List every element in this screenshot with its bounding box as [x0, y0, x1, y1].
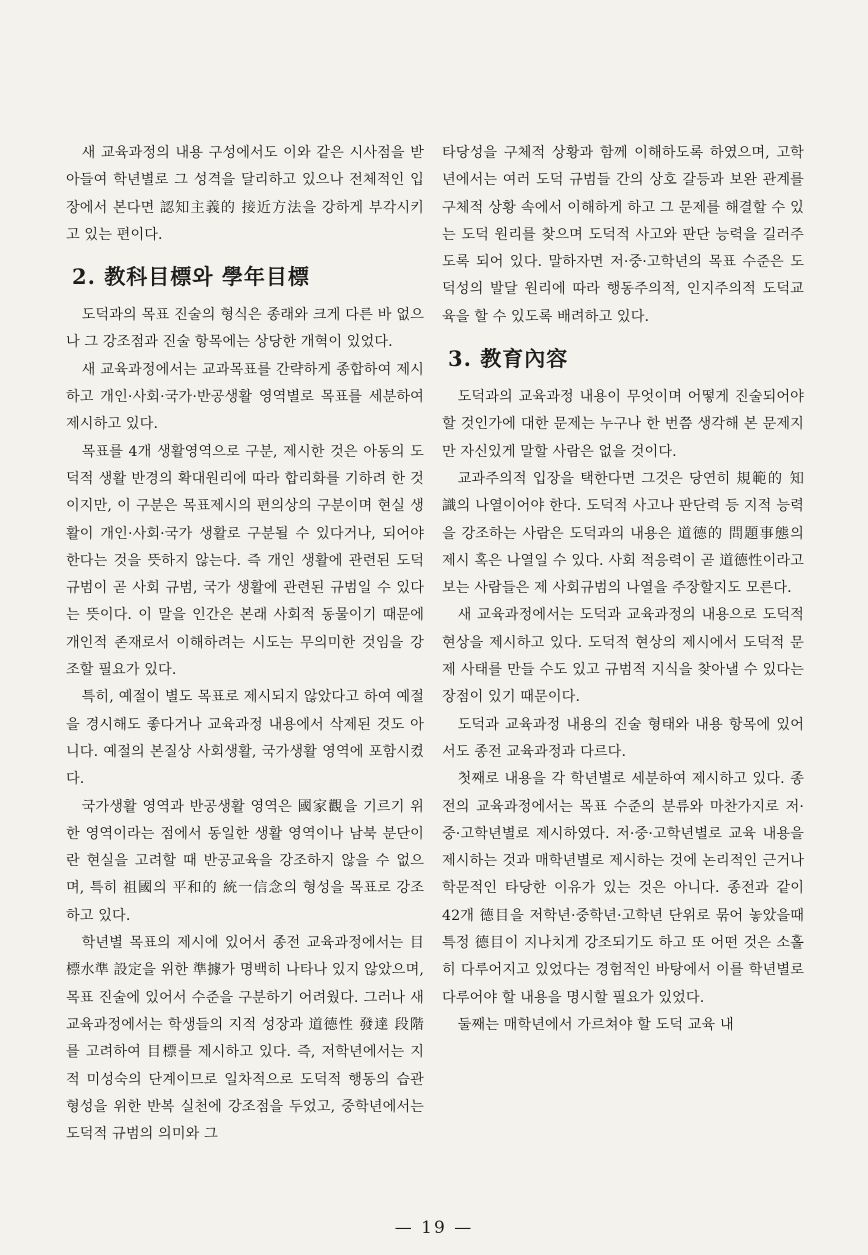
paragraph: 학년별 목표의 제시에 있어서 종전 교육과정에서는 目標水準 設定을 위한 準據가 명백히 나타나 있지 않았으며, 목표 진술에 있어서 수준을 구분하기 어려웠다. 그러나 새 교육과정에서는 학생들의 지적 성장과 道德性 發達 段階를 고려하여 目標를 제시하고 있다. 즉, 저학년에서는 지적 미성숙의 단계이므로 일차적으로 도덕적 행동의 습관 형성을 위한 반복 실천에 강조점을 두었고, 중학년에서는 도덕적 규범의 의미와 그 [66, 935, 424, 1143]
paragraph: 도덕과의 교육과정 내용이 무엇이며 어떻게 진술되어야 할 것인가에 대한 문제는 누구나 한 번쯤 생각해 본 문제지만 자신있게 말할 사람은 없을 것이다. [442, 389, 804, 460]
paragraph: 둘째는 매학년에서 가르쳐야 할 도덕 교육 내 [457, 1016, 734, 1033]
paragraph: 목표를 4개 생활영역으로 구분, 제시한 것은 아동의 도덕적 생활 반경의 확대원리에 따라 합리화를 기하려 한 것이지만, 이 구분은 목표제시의 편의상의 구분이며 현실 생활이 개인·사회·국가 생활로 구분될 수 있다거나, 되어야 한다는 것을 뜻하지 않는다. 즉 개인 생활에 관련된 도덕 규범이 곧 사회 규범, 국가 생활에 관련된 규범일 수 있다는 뜻이다. 이 말을 인간은 본래 사회적 동물이기 때문에 개인적 존재로서 이해하려는 시도는 무의미한 것임을 강조할 필요가 있다. [66, 443, 424, 679]
paragraph: 도덕과 교육과정 내용의 진술 형태와 내용 항목에 있어서도 종전 교육과정과 다르다. [442, 716, 804, 760]
paragraph: 새 교육과정의 내용 구성에서도 이와 같은 시사점을 받아들여 학년별로 그 성격을 달리하고 있으나 전체적인 입장에서 본다면 認知主義的 接近方法을 강하게 부각시키고 있는 편이다. [66, 145, 424, 243]
paragraph: 첫째로 내용을 각 학년별로 세분하여 제시하고 있다. 종전의 교육과정에서는 목표 수준의 분류와 마찬가지로 저·중·고학년별로 제시하였다. 저·중·고학년별로 교육 내용을 제시하는 것과 매학년별로 제시하는 것에 논리적인 근거나 학문적인 타당한 이유가 있는 것은 아니다. 종전과 같이 42개 德目을 저학년·중학년·고학년 단위로 묶어 놓았을때 특정 德目이 지나치게 강조되기도 하고 또 어떤 것은 소홀히 다루어지고 있었다는 경험적인 바탕에서 이를 학년별로 다루어야 할 내용을 명시할 필요가 있었다. [442, 771, 804, 1006]
section-heading: 3. 教育內容 [448, 346, 569, 372]
paragraph: 특히, 예절이 별도 목표로 제시되지 않았다고 하여 예절을 경시해도 좋다거나 교육과정 내용에서 삭제된 것도 아니다. 예절의 본질상 사회생활, 국가생활 영역에 포함시켰다. [66, 689, 424, 788]
left-column [66, 140, 424, 1148]
page-number: — 19 — [394, 1218, 474, 1238]
paragraph: 새 교육과정에서는 도덕과 교육과정의 내용으로 도덕적 현상을 제시하고 있다. 도덕적 현상의 제시에서 도덕적 문제 사태를 만들 수도 있고 규범적 지식을 찾아낼 수 있다는 장점이 있기 때문이다. [442, 607, 804, 706]
paragraph: 타당성을 구체적 상황과 함께 이해하도록 하였으며, 고학년에서는 여러 도덕 규범들 간의 상호 갈등과 보완 관계를 구체적 상황 속에서 이해하게 하고 그 문제를 해결할 수 있는 도덕 원리를 찾으며 도덕적 사고와 판단 능력을 길러주도록 되어 있다. 말하자면 저·중·고학년의 목표 수준은 도덕성의 발달 원리에 따라 행동주의적, 인지주의적 도덕교육을 할 수 있도록 배려하고 있다. [442, 145, 804, 325]
paragraph: 새 교육과정에서는 교과목표를 간략하게 종합하여 제시하고 개인·사회·국가·반공생활 영역별로 목표를 세분하여 제시하고 있다. [66, 361, 424, 433]
paragraph: 국가생활 영역과 반공생활 영역은 國家觀을 기르기 위한 영역이라는 점에서 동일한 생활 영역이나 남북 분단이란 현실을 고려할 때 반공교육을 강조하지 않을 수 없으며, 특히 祖國의 平和的 統一信念의 형성을 목표로 강조하고 있다. [66, 798, 424, 924]
right-column [442, 140, 804, 1039]
paragraph: 도덕과의 목표 진술의 형식은 종래와 크게 다른 바 없으나 그 강조점과 진술 항목에는 상당한 개혁이 있었다. [66, 307, 424, 351]
paragraph: 교과주의적 입장을 택한다면 그것은 당연히 規範的 知識의 나열이어야 한다. 도덕적 사고나 판단력 등 지적 능력을 강조하는 사람은 도덕과의 내용은 道德的 問題事態의 제시 혹은 나열일 수 있다. 사회 적응력이 곧 道德性이라고 보는 사람들은 제 사회규범의 나열을 주장할지도 모른다. [442, 470, 804, 597]
section-heading: 2. 教科目標와 學年目標 [72, 264, 310, 290]
